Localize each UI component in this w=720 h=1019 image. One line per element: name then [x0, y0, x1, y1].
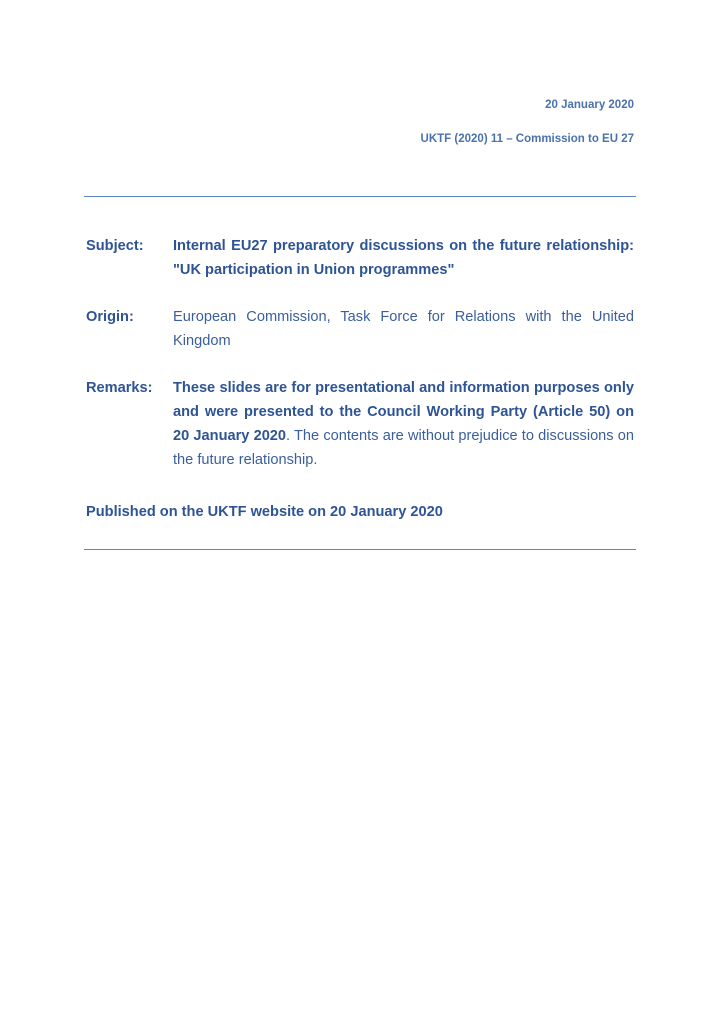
- remarks-regular-text: . The contents are without prejudice to discussions on the future relationship.: [173, 428, 635, 468]
- remarks-value: [173, 376, 634, 472]
- document-date: 20 January 2020: [545, 99, 634, 111]
- document-reference: UKTF (2020) 11 – Commission to EU 27: [420, 133, 634, 145]
- published-note: Published on the UKTF website on 20 January 2020: [86, 504, 443, 520]
- subject-value: Internal EU27 preparatory discussions on the future relationship: "UK participation in Union programmes": [173, 238, 634, 278]
- remarks-bold-text: These slides are for presentational and information purposes only and were presented to the Council Working Party (Article 50) on 20 January 2020: [173, 380, 634, 444]
- bottom-divider: [84, 549, 636, 550]
- remarks-label: Remarks:: [86, 380, 153, 396]
- top-divider: [84, 196, 636, 197]
- origin-value: European Commission, Task Force for Relations with the United Kingdom: [173, 309, 634, 349]
- origin-label: Origin:: [86, 309, 134, 325]
- subject-label: Subject:: [86, 238, 144, 254]
